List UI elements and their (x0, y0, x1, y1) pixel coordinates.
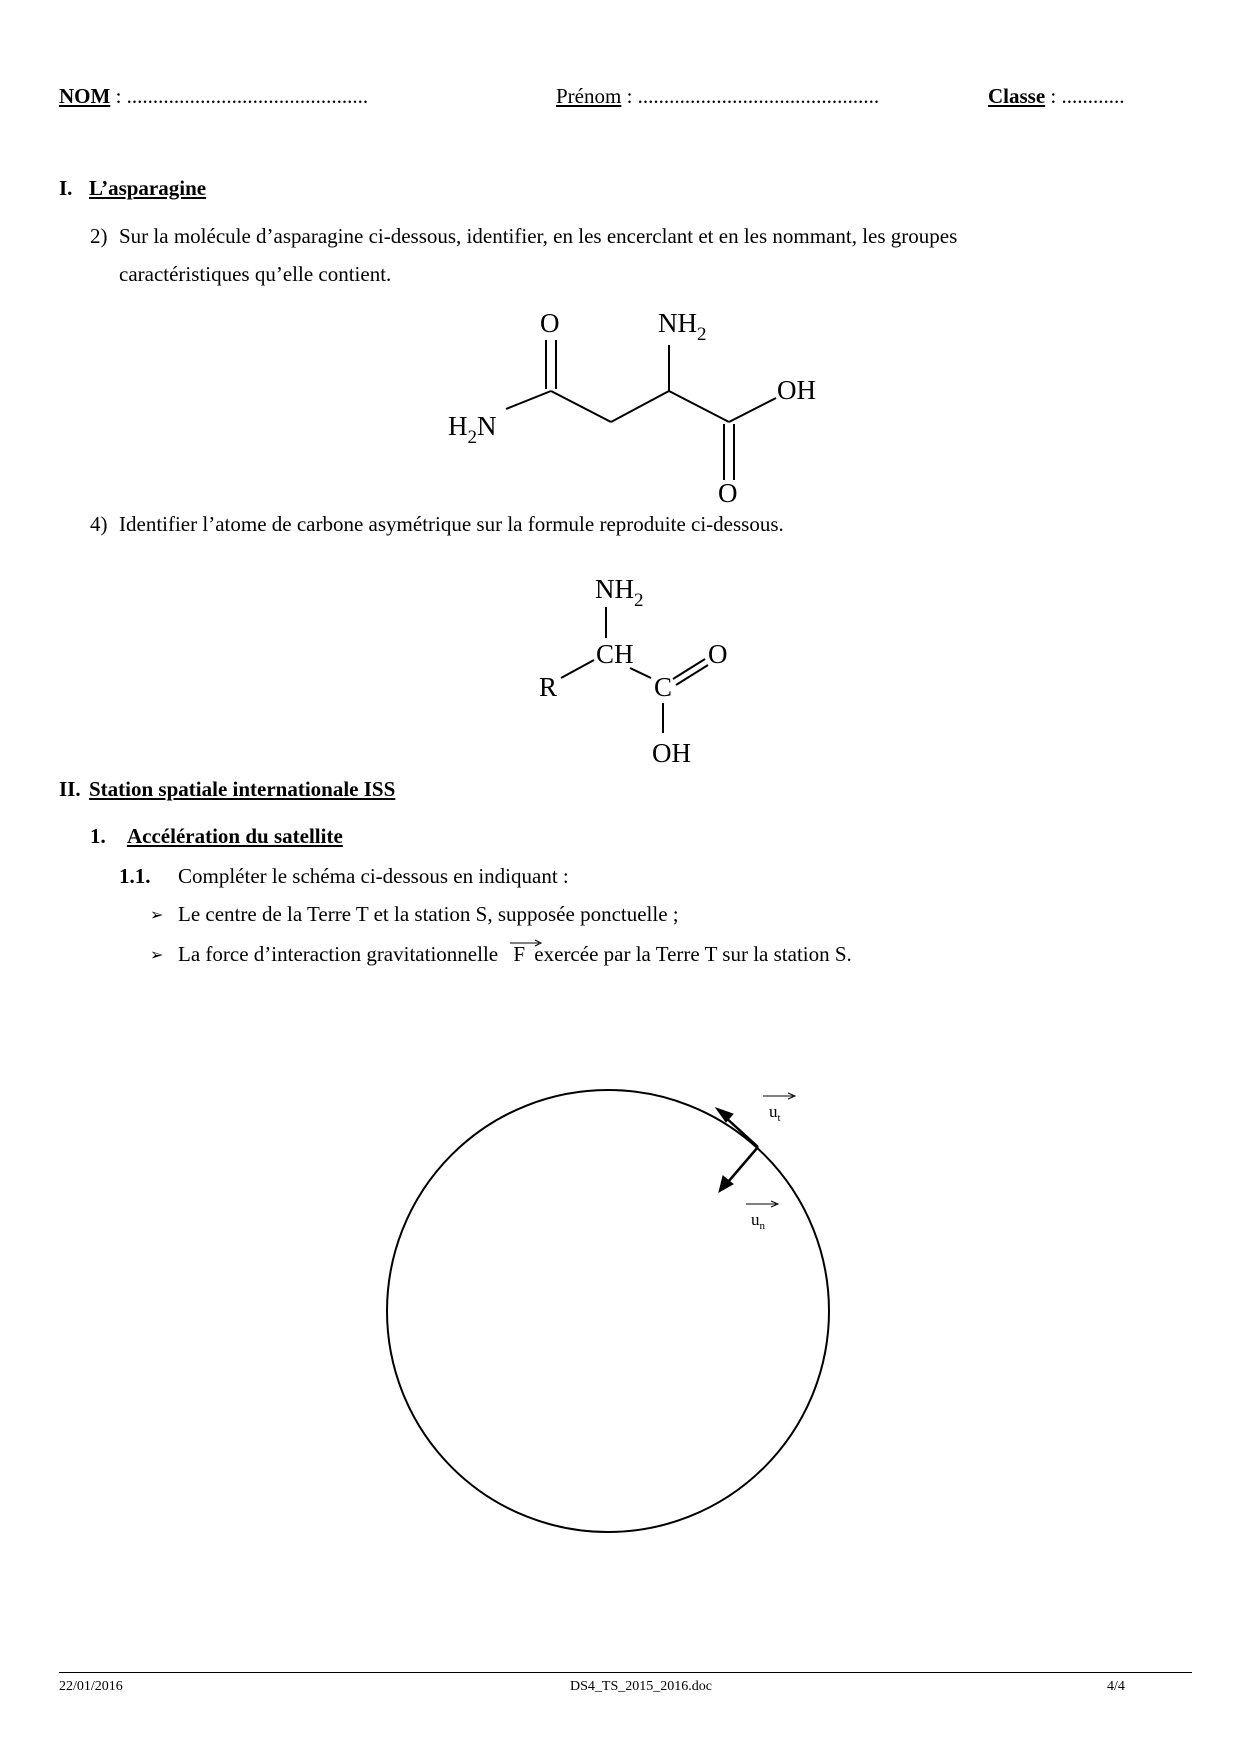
footer-rule (59, 1672, 1192, 1673)
mol2-oh: OH (652, 738, 691, 768)
sub1-number: 1. (90, 824, 106, 848)
orbit-diagram (0, 1060, 1240, 1550)
classe-dots: : ............ (1045, 84, 1125, 108)
q2-number: 2) (90, 224, 108, 248)
q11-number: 1.1. (119, 864, 151, 888)
sub1-title: Accélération du satellite (127, 824, 343, 848)
ut-vector (724, 1116, 758, 1147)
bond-r-ch (561, 660, 594, 678)
q11-text: Compléter le schéma ci-dessous en indiquant : (178, 864, 569, 888)
classe-label: Classe (988, 84, 1046, 108)
mol2-ch: CH (596, 639, 634, 669)
nom-dots: : .............................................. (110, 84, 369, 108)
q2-line2: caractéristiques qu’elle contient. (119, 262, 392, 286)
section-1-number: I. (59, 176, 73, 200)
q4-number: 4) (90, 512, 108, 536)
force-vector-label: F (513, 942, 526, 966)
bullet-arrow-icon: ➢ (150, 907, 164, 924)
prenom-label: Prénom (556, 84, 622, 108)
bond-c3-c4 (669, 391, 729, 422)
nom-label: NOM (59, 84, 111, 108)
un-vector (728, 1147, 758, 1182)
prenom-dots: : .............................................. (621, 84, 880, 108)
mol1-nh2: $NH_2$ (658, 308, 707, 345)
bond-c2-c3 (611, 391, 669, 422)
bullet-2 (178, 942, 852, 967)
mol2-r: R (539, 672, 558, 702)
un-label: $u_n$ (751, 1210, 765, 1232)
mol1-h2n: $H_2N$ (448, 411, 497, 448)
ut-label: $u_t$ (769, 1102, 781, 1124)
mol2-nh2: $NH_2$ (595, 574, 644, 611)
footer-date: 22/01/2016 (59, 1679, 123, 1694)
bullet-1: Le centre de la Terre T et la station S, supposée ponctuelle ; (178, 902, 679, 926)
amino-acid-formula (0, 560, 1240, 770)
footer-filename: DS4_TS_2015_2016.doc (570, 1679, 712, 1694)
mol1-o-bottom: O (718, 478, 738, 508)
force-vector (513, 942, 525, 967)
bullet-arrow-icon: ➢ (150, 947, 164, 964)
q2-line1: Sur la molécule d’asparagine ci-dessous, identifier, en les encerclant et en les nommant, les groupes (119, 224, 958, 248)
footer-page: 4/4 (1107, 1679, 1125, 1694)
mol1-oh: OH (777, 375, 816, 405)
bond-n-c1 (506, 391, 551, 409)
section-2-number: II. (59, 777, 81, 801)
section-1-title: L’asparagine (89, 176, 207, 200)
mol2-o: O (708, 639, 728, 669)
bond-ch-c (630, 668, 651, 678)
mol1-o-top: O (540, 308, 560, 338)
bond-c1-c2 (551, 391, 611, 422)
section-2-title: Station spatiale internationale ISS (89, 777, 396, 801)
bullet-2-before: La force d’interaction gravitationnelle (178, 942, 499, 966)
q4-text: Identifier l’atome de carbone asymétrique sur la formule reproduite ci-dessous. (119, 512, 784, 536)
bullet-2-after: exercée par la Terre T sur la station S. (534, 942, 852, 966)
mol2-c: C (654, 672, 673, 702)
vector-arrow-icon (509, 938, 543, 948)
orbit-circle (387, 1090, 829, 1532)
bond-c4-oh (729, 398, 776, 422)
asparagine-molecule (0, 0, 1240, 520)
